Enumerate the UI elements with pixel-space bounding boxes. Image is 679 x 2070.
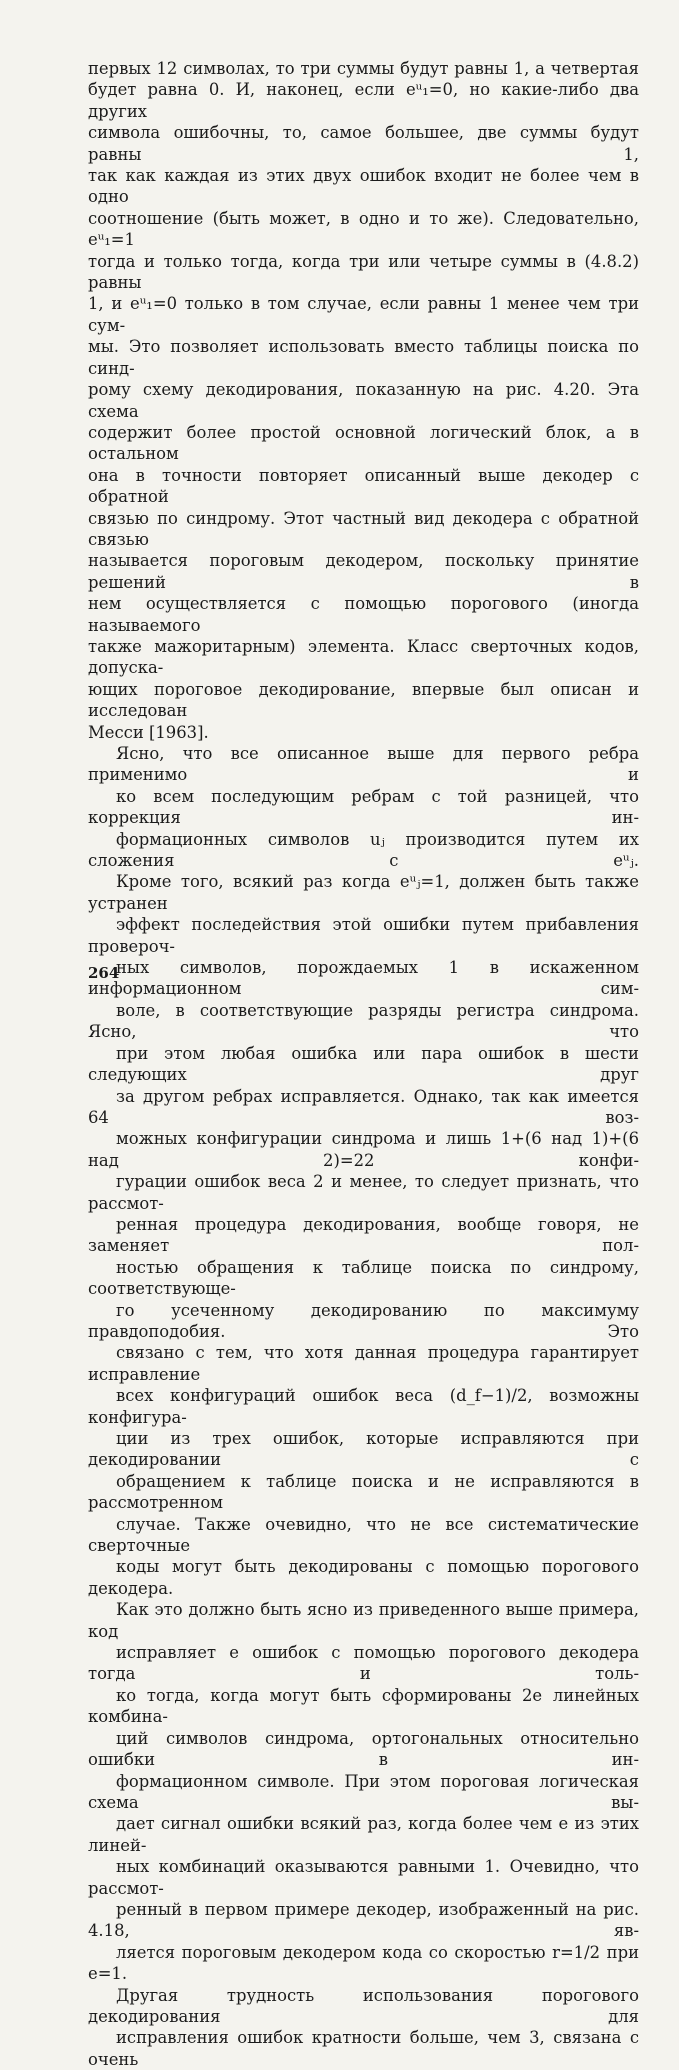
text-line: за другом ребрах исправляется. Однако, так как имеется 64 воз- xyxy=(88,1086,639,1127)
text-line: ции из трех ошибок, которые исправляются при декодировании с xyxy=(88,1429,639,1470)
text-line: ренная процедура декодирования, вообще говоря, не заменяет пол- xyxy=(88,1214,639,1256)
text-line: можных конфигурации синдрома и лишь 1+(6 над 1)+(6 над 2)=22 конфи- xyxy=(88,1129,639,1170)
text-line: первых 12 символах, то три суммы будут равны 1, а четвертая xyxy=(88,59,639,78)
text-line: также мажоритарным) элемента. Класс сверточных кодов, допуска- xyxy=(88,636,639,678)
text-line: она в точности повторяет описанный выше декодер с обратной xyxy=(88,465,639,507)
text-line: 1, и eᵘ₁=0 только в том случае, если равны 1 менее чем три сум- xyxy=(88,294,639,335)
text-line: Другая трудность использования порогового декодирования для xyxy=(88,1985,639,2026)
text-line: ляется пороговым декодером кода со скоростью r=1/2 при e=1. xyxy=(88,1942,639,1984)
text-line: соотношение (быть может, в одно и то же). Следовательно, eᵘ₁=1 xyxy=(88,208,639,250)
text-line: Кроме того, всякий раз когда eᵘⱼ=1, должен быть также устранен xyxy=(88,872,639,913)
text-line: нем осуществляется с помощью порогового (иногда называемого xyxy=(88,594,639,635)
text-line: ных символов, порождаемых 1 в искаженном информационном сим- xyxy=(88,958,639,999)
page-number: 264 xyxy=(88,964,120,982)
text-line: мы. Это позволяет использовать вместо таблицы поиска по синд- xyxy=(88,337,639,378)
text-line: Месси [1963]. xyxy=(88,722,209,742)
text-line: формационных символов uⱼ производится путем их сложения с eᵘⱼ. xyxy=(88,829,639,871)
text-line: называется пороговым декодером, поскольку принятие решений в xyxy=(88,551,639,592)
text-line: ренный в первом примере декодер, изображенный на рис. 4.18, яв- xyxy=(88,1899,639,1941)
text-line: так как каждая из этих двух ошибок входит не более чем в одно xyxy=(88,166,639,207)
text-line: связано с тем, что хотя данная процедура гарантирует исправление xyxy=(88,1343,639,1384)
text-line: дает сигнал ошибки всякий раз, когда более чем e из этих линей- xyxy=(88,1814,639,1855)
text-line: Как это должно быть ясно из приведенного выше примера, код xyxy=(88,1600,639,1641)
paragraph-3 xyxy=(88,1985,639,2070)
text-line: случае. Также очевидно, что не все систематические сверточные xyxy=(88,1514,639,1556)
text-line: Ясно, что все описанное выше для первого ребра применимо и xyxy=(88,744,639,785)
text-line: связью по синдрому. Этот частный вид декодера с обратной связью xyxy=(88,508,639,549)
text-line: всех конфигураций ошибок веса (d_f−1)/2, возможны конфигура- xyxy=(88,1386,639,1427)
text-line: символа ошибочны, то, самое большее, две суммы будут равны 1, xyxy=(88,123,639,164)
text-line: эффект последействия этой ошибки путем прибавления проверoч- xyxy=(88,915,639,956)
text-line: исправления ошибок кратности больше, чем 3, связана с очень xyxy=(88,2028,639,2069)
text-line: го усеченному декодированию по максимуму правдоподобия. Это xyxy=(88,1300,639,1341)
text-line: тогда и только тогда, когда три или четыре суммы в (4.8.2) равны xyxy=(88,251,639,293)
text-line: ющих пороговое декодирование, впервые был описан и исследован xyxy=(88,679,639,721)
text-line: исправляет e ошибок с помощью порогового декодера тогда и толь- xyxy=(88,1643,639,1684)
text-line: воле, в соответствующие разряды регистра синдрома. Ясно, что xyxy=(88,1000,639,1042)
text-line: ных комбинаций оказываются равными 1. Очевидно, что рассмот- xyxy=(88,1857,639,1898)
text-line: ко тогда, когда могут быть сформированы 2e линейных комбина- xyxy=(88,1685,639,1727)
text-line: обращением к таблице поиска и не исправляются в рассмотренном xyxy=(88,1471,639,1513)
text-line: при этом любая ошибка или пара ошибок в шести следующих друг xyxy=(88,1043,639,1085)
text-line: гурации ошибок веса 2 и менее, то следует признать, что рассмот- xyxy=(88,1172,639,1213)
text-line: будет равна 0. И, наконец, если eᵘ₁=0, но какие-либо два других xyxy=(88,80,639,121)
text-line: ностью обращения к таблице поиска по синдрому, соответствующе- xyxy=(88,1257,639,1299)
paragraph-2 xyxy=(88,743,639,1985)
text-line: формационном символе. При этом пороговая логическая схема вы- xyxy=(88,1771,639,1812)
text-line: содержит более простой основной логический блок, а в остальном xyxy=(88,422,639,464)
paragraph-1 xyxy=(88,58,639,743)
text-line: рому схему декодирования, показанную на рис. 4.20. Эта схема xyxy=(88,380,639,421)
text-line: ко всем последующим ребрам с той разницей, что коррекция ин- xyxy=(88,786,639,828)
text-line: ций символов синдрома, ортогональных относительно ошибки в ин- xyxy=(88,1728,639,1770)
text-line: коды могут быть декодированы с помощью порогового декодера. xyxy=(88,1557,639,1598)
